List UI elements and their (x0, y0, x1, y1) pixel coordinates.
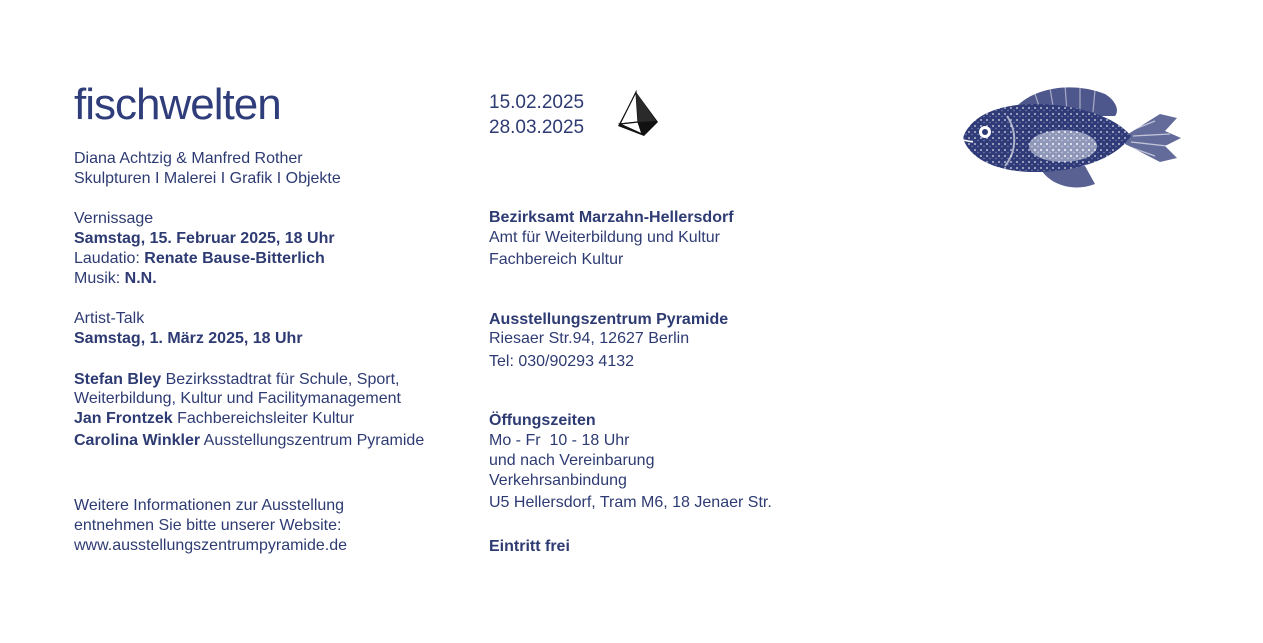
speaker-role: Weiterbildung, Kultur und Facilitymanagement (74, 390, 401, 407)
info-line: Weitere Informationen zur Ausstellung (74, 497, 345, 514)
venue-name: Ausstellungszentrum Pyramide (489, 311, 729, 328)
organizer-name: Bezirksamt Marzahn-Hellersdorf (489, 209, 734, 226)
hours-label: Öffungszeiten (489, 412, 596, 429)
date-end: 28.03.2025 (489, 117, 585, 138)
transport-label: Verkehrsanbindung (489, 472, 627, 489)
info-line: entnehmen Sie bitte unserer Website: (74, 517, 342, 534)
speaker-line (74, 389, 401, 409)
organizer-line: Amt für Weiterbildung und Kultur (489, 229, 720, 246)
speaker-role: Fachbereichsleiter Kultur (172, 410, 355, 427)
artists: Diana Achtzig & Manfred Rother (74, 150, 303, 167)
transport-line: U5 Hellersdorf, Tram M6, 18 Jenaer Str. (489, 494, 772, 511)
admission: Eintritt frei (489, 538, 570, 555)
venue-address: Riesaer Str.94, 12627 Berlin (489, 330, 690, 347)
speaker-name: Stefan Bley (74, 371, 162, 388)
musik-label: Musik: (74, 270, 125, 287)
vernissage-label: Vernissage (74, 210, 154, 227)
venue-tel: Tel: 030/90293 4132 (489, 353, 635, 370)
musik-value: N.N. (124, 270, 157, 287)
laudatio-line (74, 249, 325, 269)
musik-line (74, 269, 157, 289)
speaker-role: Ausstellungszentrum Pyramide (200, 432, 425, 449)
laudatio-label: Laudatio: (74, 250, 145, 267)
date-start: 15.02.2025 (489, 92, 585, 113)
organizer-line: Fachbereich Kultur (489, 251, 624, 268)
artist-talk-label: Artist-Talk (74, 310, 145, 327)
genres: Skulpturen I Malerei I Grafik I Objekte (74, 170, 341, 187)
page-title: fischwelten (74, 80, 281, 129)
hours-line: und nach Vereinbarung (489, 452, 655, 469)
speaker-line (74, 409, 354, 429)
vernissage-date: Samstag, 15. Februar 2025, 18 Uhr (74, 230, 335, 247)
laudatio-name: Renate Bause-Bitterlich (144, 250, 325, 267)
speaker-name: Jan Frontzek (74, 410, 173, 427)
speaker-role: Bezirksstadtrat für Schule, Sport, (161, 371, 400, 388)
artist-talk-date: Samstag, 1. März 2025, 18 Uhr (74, 330, 303, 347)
speaker-name: Carolina Winkler (74, 432, 201, 449)
fish-print-icon (955, 76, 1185, 201)
website-link[interactable]: www.ausstellungszentrumpyramide.de (74, 537, 348, 554)
pyramid-logo-icon (616, 90, 660, 138)
speaker-line (74, 431, 424, 451)
hours-line: Mo - Fr 10 - 18 Uhr (489, 432, 630, 449)
speaker-line (74, 370, 399, 390)
